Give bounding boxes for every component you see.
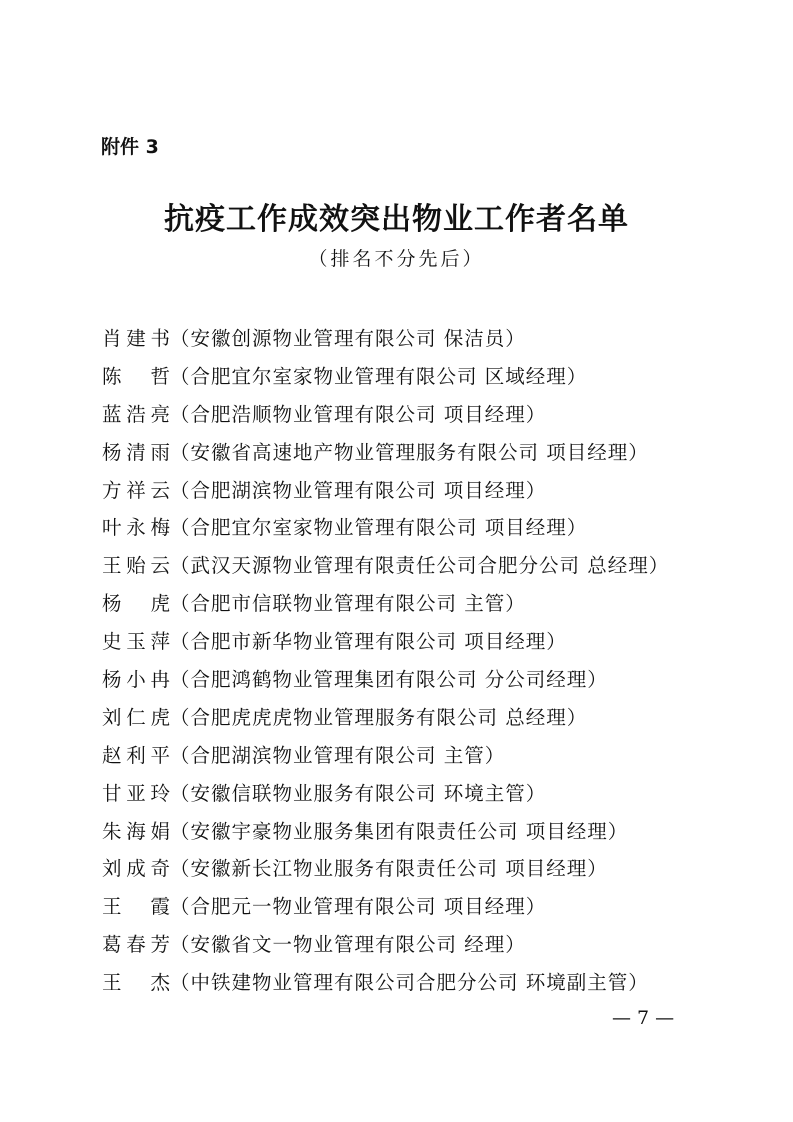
person-detail: （安徽省文一物业管理有限公司 经理）	[170, 933, 526, 957]
person-name: 刘仁虎	[102, 705, 170, 729]
person-detail: （合肥虎虎虎物业管理服务有限公司 总经理）	[170, 705, 588, 729]
person-name: 蓝浩亮	[102, 402, 170, 426]
person-detail: （合肥元一物业管理有限公司 项目经理）	[170, 895, 547, 919]
person-name: 杨小冉	[102, 668, 170, 692]
person-name: 王贻云	[102, 554, 170, 578]
person-name: 王 霞	[102, 895, 170, 919]
list-item	[102, 661, 722, 699]
attachment-label: 附件 3	[101, 136, 159, 158]
person-name: 陈 哲	[102, 364, 170, 388]
list-item	[102, 434, 722, 472]
person-name: 朱海娟	[102, 819, 170, 843]
list-item	[102, 623, 722, 661]
list-item	[102, 396, 722, 434]
person-detail: （中铁建物业管理有限公司合肥分公司 环境副主管）	[170, 971, 649, 995]
person-detail: （合肥湖滨物业管理有限公司 项目经理）	[170, 478, 547, 502]
list-item	[102, 888, 722, 926]
name-list	[102, 320, 722, 1002]
list-item	[102, 358, 722, 396]
person-detail: （合肥浩顺物业管理有限公司 项目经理）	[170, 402, 547, 426]
person-name: 刘成奇	[102, 857, 170, 881]
person-name: 史玉萍	[102, 630, 170, 654]
person-name: 王 杰	[102, 971, 170, 995]
person-detail: （合肥市新华物业管理有限公司 项目经理）	[170, 630, 567, 654]
list-item	[102, 737, 722, 775]
list-item	[102, 964, 722, 1002]
person-detail: （武汉天源物业管理有限责任公司合肥分公司 总经理）	[170, 554, 670, 578]
document-title: 抗疫工作成效突出物业工作者名单	[164, 202, 629, 237]
document-subtitle: （排名不分先后）	[308, 248, 485, 270]
person-name: 赵利平	[102, 743, 170, 767]
person-detail: （合肥市信联物业管理有限公司 主管）	[170, 592, 526, 616]
person-detail: （安徽宇豪物业服务集团有限责任公司 项目经理）	[170, 819, 629, 843]
person-detail: （合肥宜尔室家物业管理有限公司 区域经理）	[170, 364, 588, 388]
person-name: 肖建书	[102, 327, 170, 350]
person-name: 甘亚玲	[102, 781, 170, 805]
list-item	[102, 775, 722, 813]
person-detail: （合肥宜尔室家物业管理有限公司 项目经理）	[170, 516, 588, 540]
person-name: 杨 虎	[102, 592, 170, 616]
person-detail: （安徽省高速地产物业管理服务有限公司 项目经理）	[170, 440, 649, 464]
list-item	[102, 547, 722, 585]
person-detail: （安徽新长江物业服务有限责任公司 项目经理）	[170, 857, 608, 881]
person-detail: （安徽信联物业服务有限公司 环境主管）	[170, 781, 547, 805]
person-name: 方祥云	[102, 478, 170, 502]
list-item	[102, 509, 722, 547]
person-name: 杨清雨	[102, 440, 170, 464]
list-item	[102, 926, 722, 964]
list-item	[102, 813, 722, 851]
list-item	[102, 320, 722, 358]
person-name: 叶永梅	[102, 516, 170, 540]
person-detail: （合肥湖滨物业管理有限公司 主管）	[170, 743, 506, 767]
person-detail: （安徽创源物业管理有限公司 保洁员）	[170, 327, 526, 350]
list-item	[102, 585, 722, 623]
page-number: — 7 —	[612, 1007, 675, 1029]
list-item	[102, 472, 722, 510]
person-detail: （合肥鸿鹤物业管理集团有限公司 分公司经理）	[170, 668, 608, 692]
list-item	[102, 850, 722, 888]
list-item	[102, 699, 722, 737]
person-name: 葛春芳	[102, 933, 170, 957]
